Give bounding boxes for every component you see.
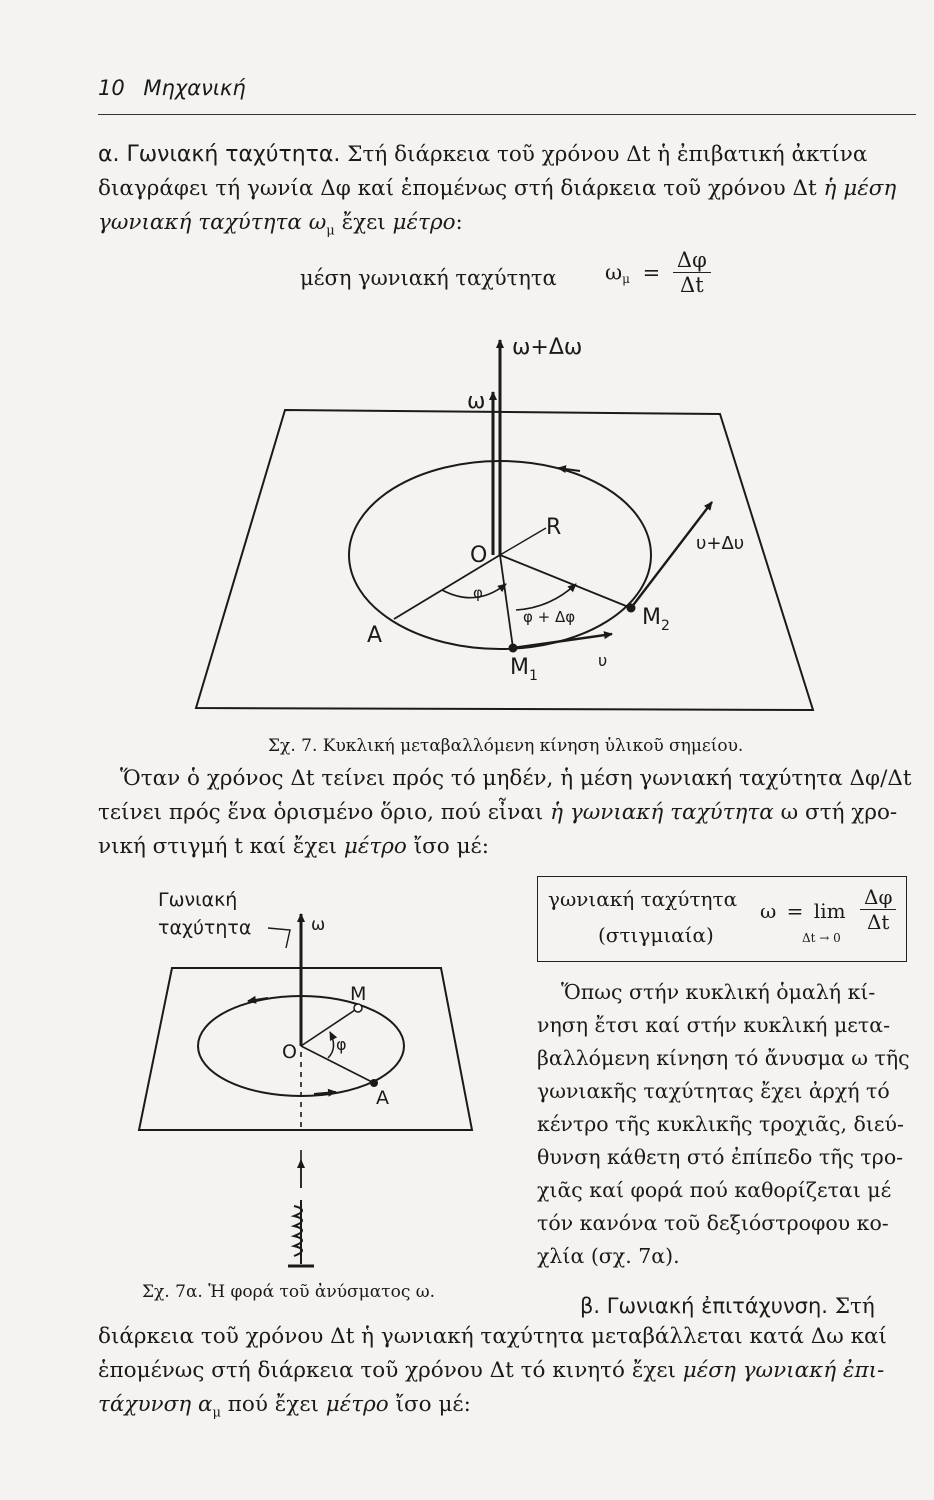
label-R: R <box>546 515 562 540</box>
formula-lim-sub: Δt → 0 <box>802 931 841 945</box>
label-A: A <box>367 623 383 648</box>
formula-1-expression <box>605 248 711 297</box>
section-b-line-2 <box>98 1358 884 1383</box>
section-a-text: ἔχει <box>334 210 393 235</box>
para-3-line: θυνση κάθετη στό ἐπίπεδο τῆς τρο- <box>537 1145 904 1169</box>
radius-OM1 <box>500 555 513 648</box>
section-b-line-1: διάρκεια τοῦ χρόνου Δt ἡ γωνιακή ταχύτητα μεταβάλλεται κατά Δω καί <box>98 1324 887 1349</box>
formula-equals: = <box>642 260 661 285</box>
formula-fraction <box>673 248 711 297</box>
formula-label: μέση γωνιακή ταχύτητα <box>300 266 557 290</box>
section-a-line-1 <box>98 142 867 167</box>
formula-symbol: ω <box>605 260 623 285</box>
point-M2 <box>627 604 636 613</box>
label-omega: ω <box>311 915 326 935</box>
section-b-text: πού ἔχει <box>220 1392 326 1417</box>
point-M <box>354 1004 362 1012</box>
label-phi: φ <box>473 584 483 602</box>
label-M: M <box>350 983 367 1005</box>
para-2-line-1: Ὅταν ὁ χρόνος Δt τείνει πρός τό μηδέν, ἡ μέση γωνιακή ταχύτητα Δφ/Δt <box>120 766 912 791</box>
label-v: υ <box>598 651 608 670</box>
section-a-line-3 <box>98 210 463 238</box>
point-M1 <box>509 644 518 653</box>
plane-outline <box>196 410 813 710</box>
page-number: 10 <box>98 76 125 100</box>
para-2-text: νική στιγμή t καί ἔχει <box>98 834 344 859</box>
para-3-line: Ὅπως στήν κυκλική ὁμαλή κί- <box>561 980 876 1004</box>
label-taxytita: ταχύτητα <box>158 917 252 939</box>
formula-2-label-2: (στιγμιαία) <box>598 923 714 947</box>
label-M1: $M_1$ <box>510 655 538 684</box>
velocity-v-delta-vector <box>631 502 712 608</box>
velocity-v-vector <box>513 634 612 648</box>
section-a-text: διαγράφει τή γωνία Δφ καί ἑπομένως στή διάρκεια τοῦ χρόνου Δt <box>98 176 824 201</box>
para-3-line: χλία (σχ. 7α). <box>537 1244 680 1268</box>
label-v-delta: υ+Δυ <box>696 533 745 554</box>
label-M2: $M_2$ <box>642 605 670 634</box>
corkscrew-icon <box>288 1200 314 1266</box>
para-2-text: ω στή χρο- <box>773 800 898 825</box>
subscript: μ <box>212 1405 221 1421</box>
section-a-text: Στή διάρκεια τοῦ χρόνου Δt ἡ ἐπιβατική ἀκτίνα <box>347 142 868 167</box>
figure-7 <box>180 322 830 736</box>
section-b-text: Στή <box>834 1294 875 1319</box>
section-b-text: ἑπομένως στή διάρκεια τοῦ χρόνου Δt τό κινητό ἔχει <box>98 1358 683 1383</box>
figure-7a <box>118 888 490 1280</box>
section-b-italic: τάχυνση α <box>98 1392 213 1417</box>
para-2-text: τείνει πρός ἕνα ὁρισμένο ὅριο, πού εἶναι <box>98 800 551 825</box>
para-3-line: νηση ἔτσι καί στήν κυκλική μετα- <box>537 1013 891 1037</box>
para-3-line: βαλλόμενη κίνηση τό ἄνυσμα ω τῆς <box>537 1046 910 1070</box>
label-omega-delta: ω+Δω <box>512 335 583 360</box>
formula-2-fraction <box>860 885 896 934</box>
para-2-line-3 <box>98 834 489 859</box>
para-2-text: ἴσο μέ: <box>406 834 489 859</box>
para-2-line-2 <box>98 800 897 825</box>
section-b-italic: μέτρο <box>325 1392 389 1417</box>
formula-2-expression <box>760 899 846 923</box>
fraction-numerator: Δφ <box>673 248 711 273</box>
formula-symbol: ω <box>760 899 777 923</box>
figure-7a-caption: Σχ. 7α. Ἡ φορά τοῦ ἀνύσματος ω. <box>142 1282 436 1302</box>
fraction-denominator: Δt <box>866 910 890 934</box>
section-a-heading: α. Γωνιακή ταχύτητα. <box>98 142 341 167</box>
formula-equals: = <box>786 899 804 923</box>
section-a-italic: ἡ μέση <box>823 176 897 201</box>
point-A <box>370 1079 378 1087</box>
para-3 <box>537 976 917 1273</box>
label-phi-delta: φ + Δφ <box>523 608 576 626</box>
section-b-italic: μέση γωνιακή ἐπι- <box>682 1358 885 1383</box>
formula-2-box <box>537 876 907 962</box>
section-a-italic: μέτρο <box>392 210 456 235</box>
label-gwniaki: Γωνιακή <box>158 889 238 911</box>
radius-OM <box>301 1008 358 1046</box>
fraction-denominator: Δt <box>680 273 704 297</box>
label-A: A <box>376 1087 389 1109</box>
para-2-italic: ἡ γωνιακή ταχύτητα <box>550 800 774 825</box>
formula-2-label-1: γωνιακή ταχύτητα <box>548 887 738 911</box>
section-a-italic: γωνιακή ταχύτητα ω <box>98 210 327 235</box>
label-O: O <box>470 543 488 568</box>
subscript: μ <box>326 223 335 239</box>
para-2-italic: μέτρο <box>343 834 407 859</box>
page-header <box>98 76 246 100</box>
para-3-line: τόν κανόνα τοῦ δεξιόστροφου κο- <box>537 1211 889 1235</box>
section-b-text: ἴσο μέ: <box>388 1392 471 1417</box>
figure-7-caption: Σχ. 7. Κυκλική μεταβαλλόμενη κίνηση ὑλικοῦ σημείου. <box>268 736 744 756</box>
formula-mean-angular-velocity <box>300 252 557 290</box>
section-b-heading: β. Γωνιακή ἐπιτάχυνση. <box>580 1294 828 1318</box>
subscript: μ <box>622 272 630 287</box>
section-b-heading-line <box>580 1294 875 1319</box>
label-omega: ω <box>467 389 486 414</box>
para-3-line: χιᾶς καί φορά πού καθορίζεται μέ <box>537 1178 892 1202</box>
para-3-line: γωνιακῆς ταχύτητας ἔχει ἀρχή τό <box>537 1079 890 1103</box>
fraction-numerator: Δφ <box>860 885 896 910</box>
section-a-line-2 <box>98 176 896 201</box>
section-b-line-3 <box>98 1392 471 1420</box>
header-rule <box>98 114 916 115</box>
formula-lim: lim <box>813 899 846 923</box>
para-3-line: κέντρο τῆς κυκλικῆς τροχιᾶς, διεύ- <box>537 1112 904 1136</box>
section-a-text: : <box>455 210 463 235</box>
radius-OM2 <box>500 555 631 608</box>
label-O: O <box>282 1041 297 1063</box>
phi-delta-arc <box>516 584 576 610</box>
label-phi: φ <box>336 1035 347 1054</box>
running-title: Μηχανική <box>143 76 246 100</box>
